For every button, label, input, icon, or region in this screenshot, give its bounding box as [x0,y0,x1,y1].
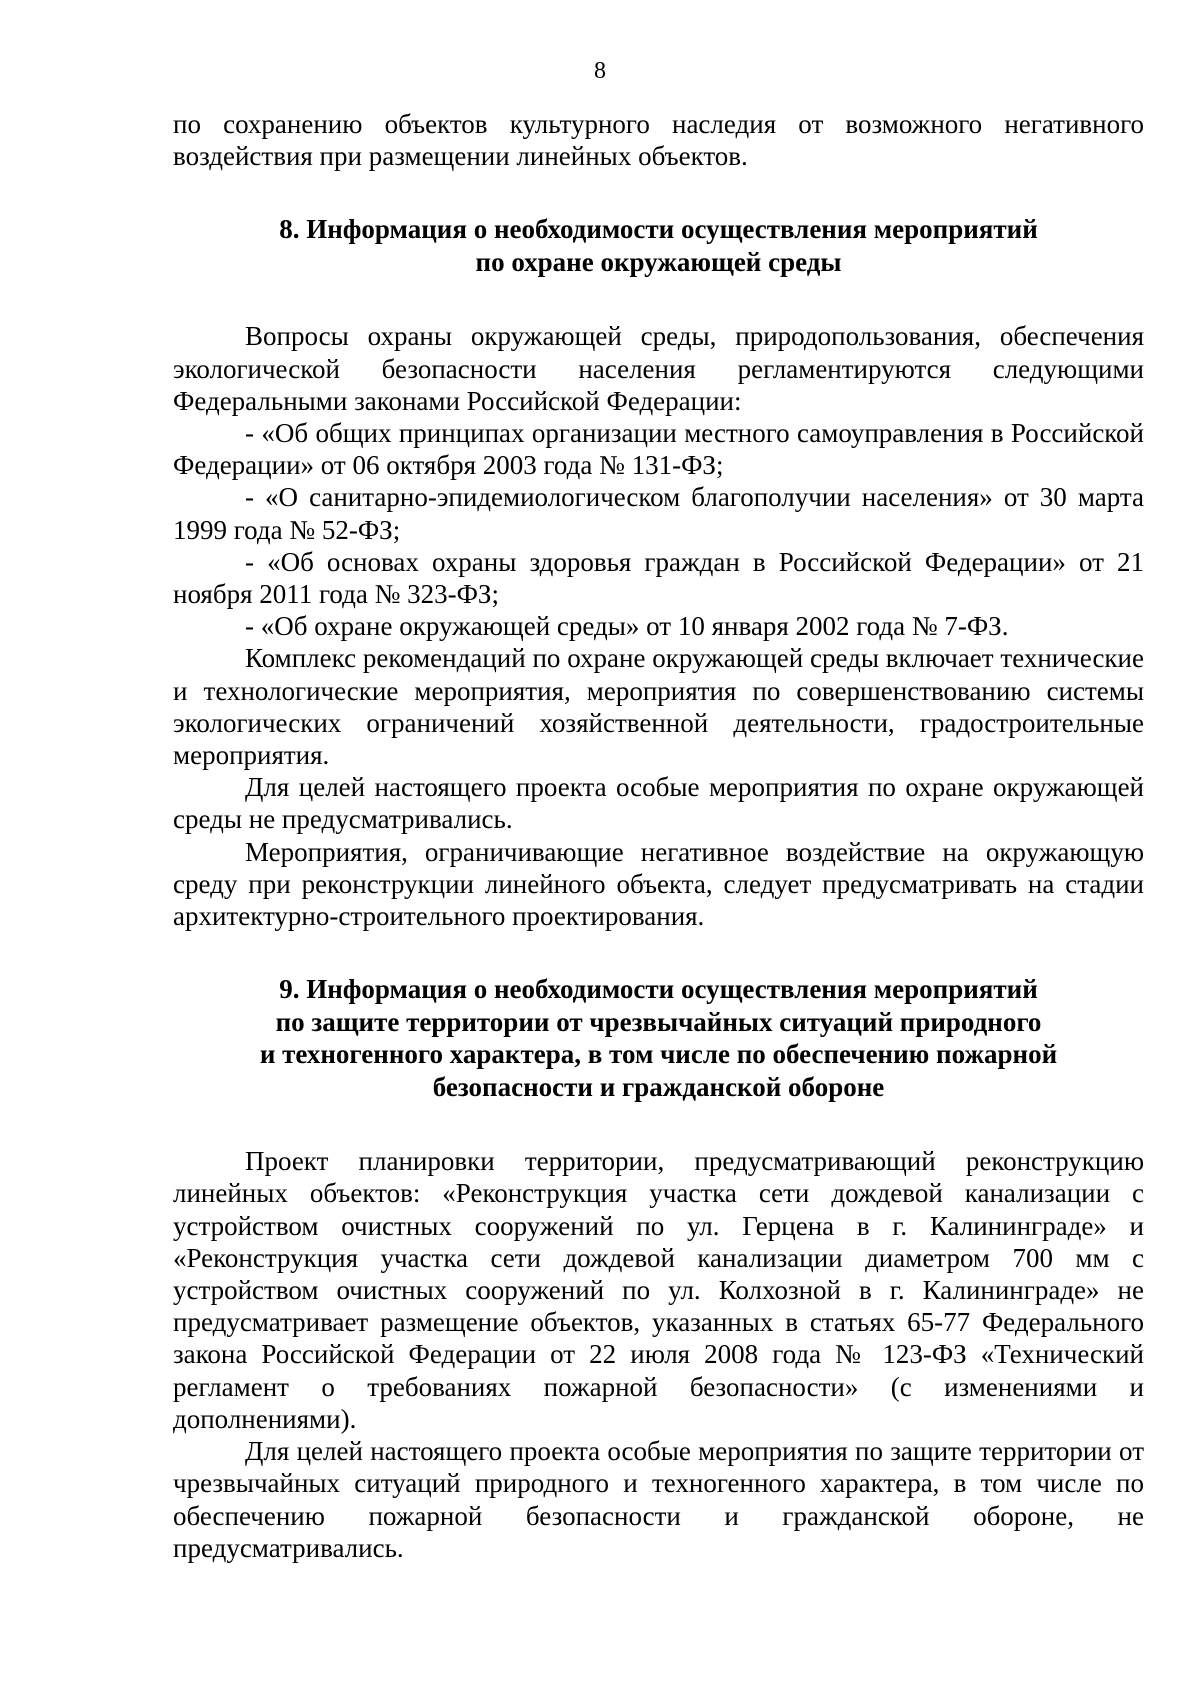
law-list-item: - «Об основах охраны здоровья граждан в Российской Федерации» от 21 ноября 2011 года № 323-ФЗ; [173,546,1144,610]
section-9-heading [173,973,1144,1103]
section-9-paragraph: Для целей настоящего проекта особые мероприятия по защите территории от чрезвычайных ситуаций природного и техногенного характера, в том числе по обеспечению пожарной безопасности и гражданской обороне, не предусматривались. [173,1436,1144,1563]
section-8-heading [173,213,1144,278]
section-9-heading-line: по защите территории от чрезвычайных ситуаций природного [275,1006,1042,1037]
intro-paragraph: по сохранению объектов культурного наследия от возможного негативного воздействия при размещении линейных объектов. [173,109,1144,172]
section-9-heading-line: безопасности и гражданской обороне [432,1071,885,1102]
section-8-heading-line: по охране окружающей среды [475,246,842,277]
page-number: 8 [594,58,606,84]
section-8-paragraph: Комплекс рекомендаций по охране окружающей среды включает технические и технологические мероприятия, мероприятия по совершенствованию системы экологических ограничений хозяйственной деятельности, градостроительные мероприятия. [173,643,1144,771]
section-8-paragraph: Мероприятия, ограничивающие негативное воздействие на окружающую среду при реконструкции линейного объекта, следует предусматривать на стадии архитектурно-строительного проектирования. [173,836,1144,932]
section-8-paragraph: Вопросы охраны окружающей среды, природопользования, обеспечения экологической безопасности населения регламентируются следующими Федеральными законами Российской Федерации: [173,321,1144,416]
page-content [173,108,1144,1564]
law-list-item: - «Об общих принципах организации местного самоуправления в Российской Федерации» от 06 октября 2003 года № 131-ФЗ; [173,418,1144,481]
section-9-heading-line: 9. Информация о необходимости осуществления мероприятий [279,974,1038,1005]
section-8-heading-line: 8. Информация о необходимости осуществления мероприятий [279,214,1038,245]
section-9-heading-line: и техногенного характера, в том числе по обеспечению пожарной [259,1039,1058,1070]
section-9-paragraph: Проект планировки территории, предусматривающий реконструкцию линейных объектов: «Реконструкция участка сети дождевой канализации с устройством очистных сооружений по ул. Герцена в г. Калининграде» и «Реконструкция участка сети дождевой канализации диаметром 700 мм с устройством очистных сооружений по ул. Колхозной в г. Калининграде» не предусматривает размещение объектов, указанных в статьях 65-77 Федерального закона Российской Федерации от 22 июля 2008 года № 123-ФЗ «Технический регламент о требованиях пожарной безопасности» (с изменениями и дополнениями). [173,1146,1144,1434]
law-list-item: - «Об охране окружающей среды» от 10 января 2002 года № 7-ФЗ. [245,611,1009,642]
law-list-item: - «О санитарно-эпидемиологическом благополучии населения» от 30 марта 1999 года № 52-ФЗ; [173,482,1144,545]
section-8-paragraph: Для целей настоящего проекта особые мероприятия по охране окружающей среды не предусматривались. [173,772,1144,835]
